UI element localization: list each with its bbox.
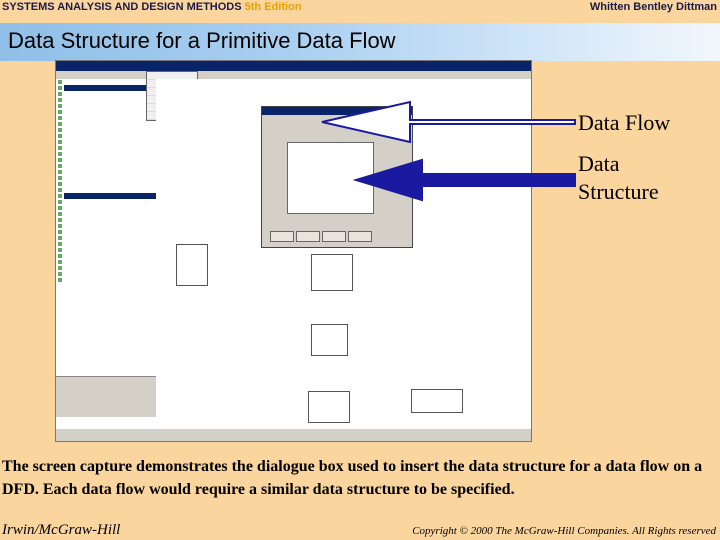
slide-title: Data Structure for a Primitive Data Flow xyxy=(8,28,396,53)
course-title-text: SYSTEMS ANALYSIS AND DESIGN METHODS xyxy=(2,1,242,13)
data-structure-callout-line2: Structure xyxy=(578,179,659,204)
data-flow-callout: Data Flow xyxy=(578,110,671,135)
data-structure-callout-line1: Data xyxy=(578,151,620,176)
authors: Whitten Bentley Dittman xyxy=(589,1,717,13)
slide-caption: The screen capture demonstrates the dialogue box used to insert the data structure for a data flow on a DFD. Each data flow would require a similar data structure to be specified. xyxy=(2,458,703,498)
publisher-footer: Irwin/McGraw-Hill xyxy=(2,522,121,538)
copyright-footer: Copyright © 2000 The McGraw-Hill Companies. All Rights reserved xyxy=(412,525,716,537)
edition-label: 5th Edition xyxy=(244,1,302,13)
data-structure-callout xyxy=(578,150,659,206)
arrow-to-data-structure xyxy=(356,160,575,200)
arrow-to-data-flow xyxy=(322,102,575,142)
